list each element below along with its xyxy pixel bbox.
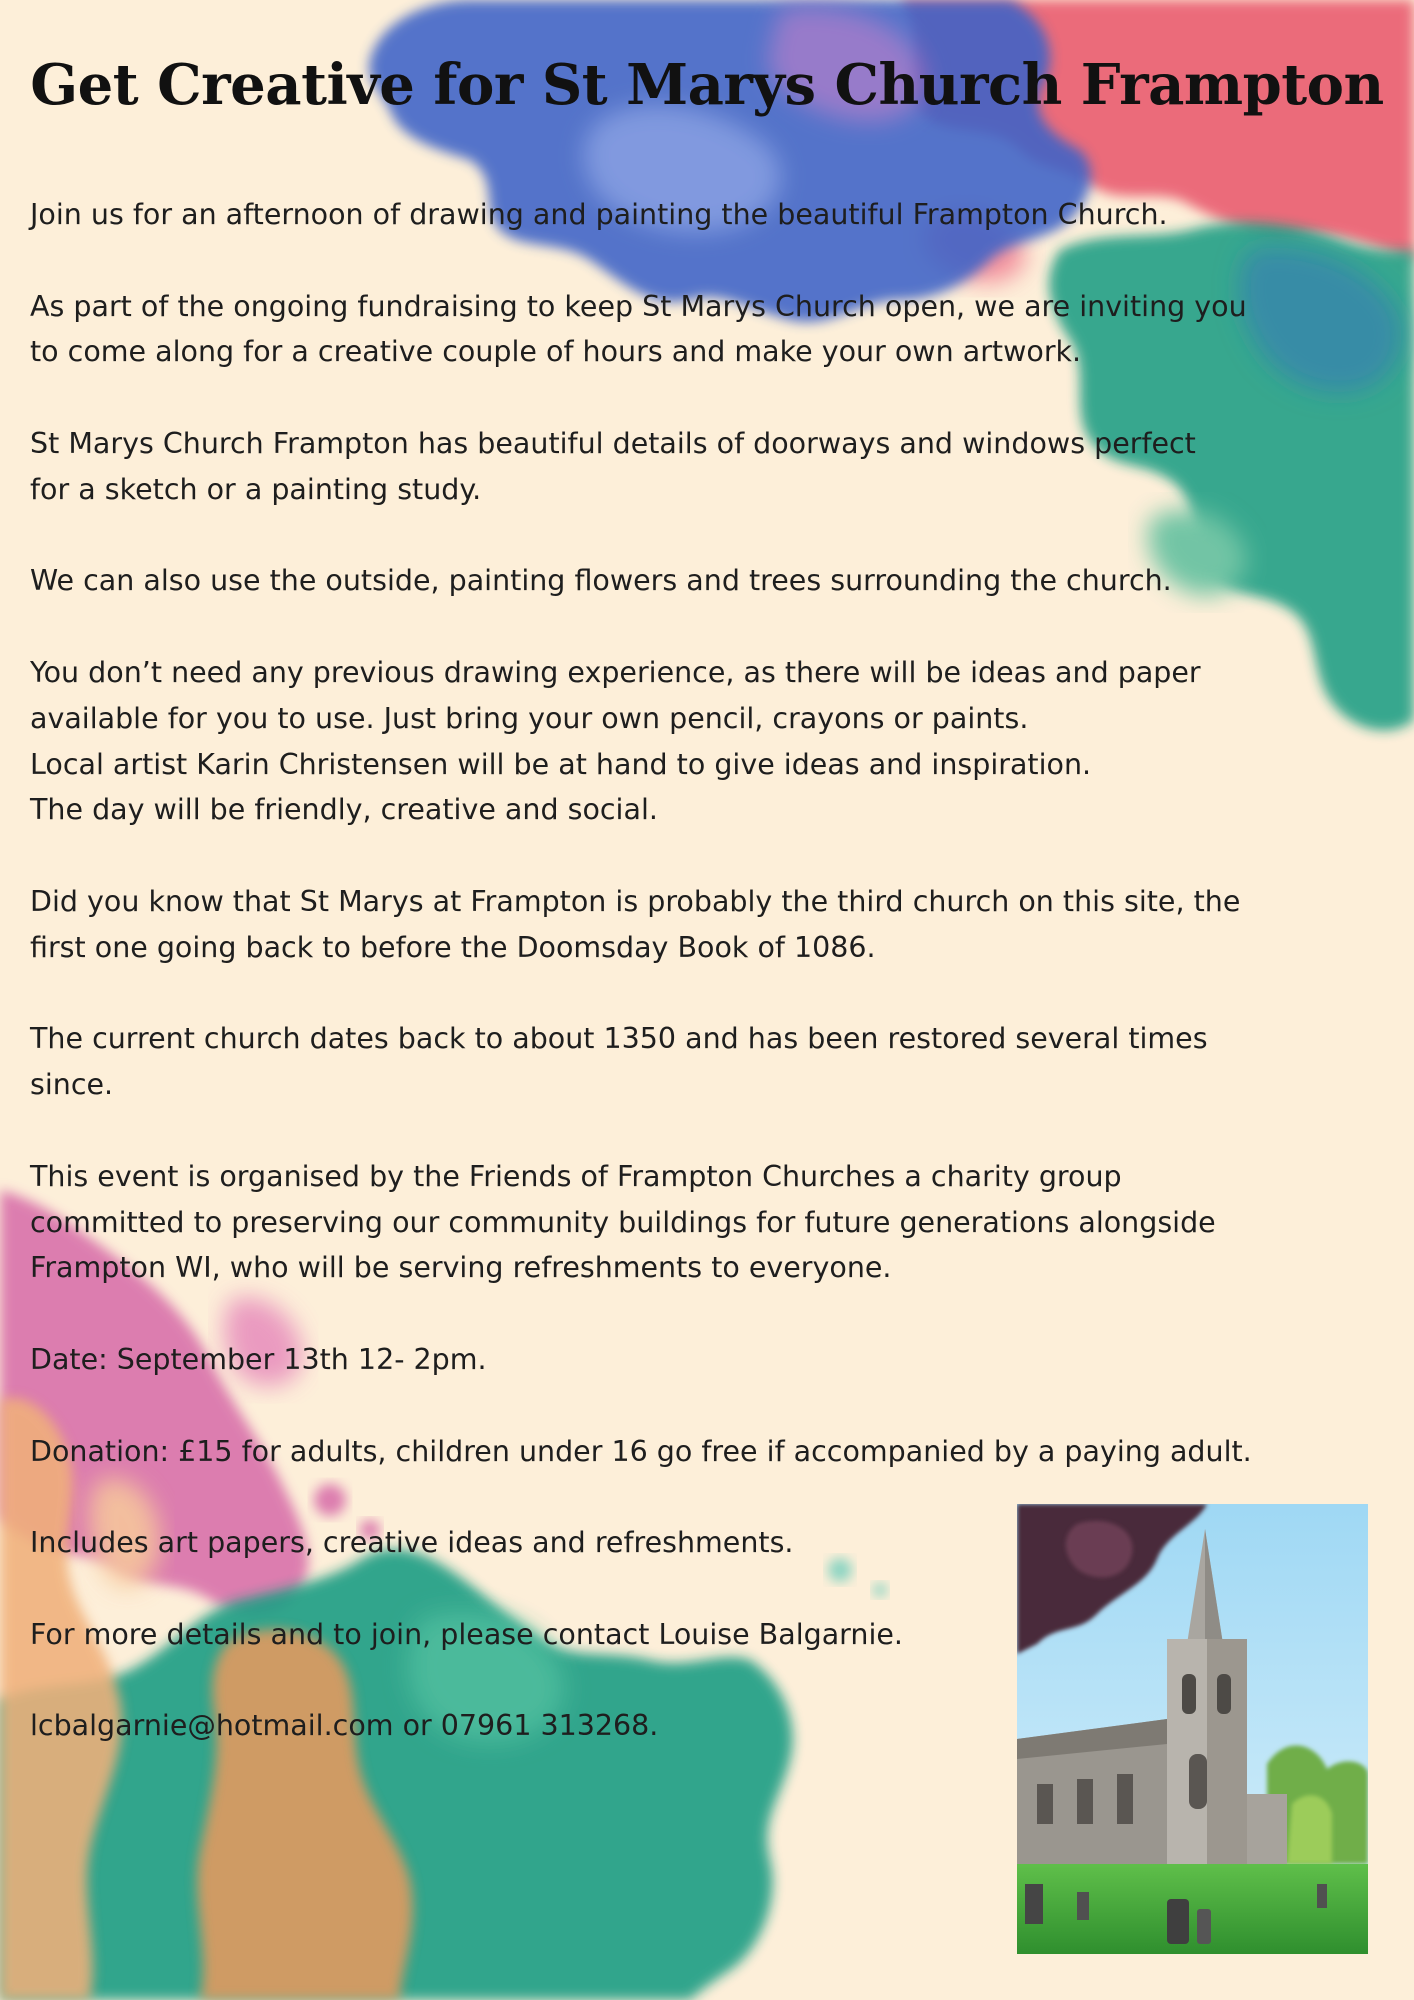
text-line: since.: [30, 1068, 114, 1102]
text-line: For more details and to join, please contact Louise Balgarnie.: [30, 1617, 903, 1651]
text-line: St Marys Church Frampton has beautiful details of doorways and windows perfect: [30, 426, 1196, 460]
restoration-paragraph: [30, 1016, 1390, 1108]
text-line: Did you know that St Marys at Frampton is probably the third church on this site, the: [30, 884, 1241, 918]
text-line: As part of the ongoing fundraising to keep St Marys Church open, we are inviting you: [30, 289, 1247, 323]
text-line: first one going back to before the Doomsday Book of 1086.: [30, 930, 876, 964]
fundraising-paragraph: [30, 284, 1390, 376]
text-line: Donation: £15 for adults, children under 16 go free if accompanied by a paying adult.: [30, 1434, 1252, 1468]
text-line: You don’t need any previous drawing experience, as there will be ideas and paper: [30, 655, 1201, 689]
text-line: committed to preserving our community buildings for future generations alongside: [30, 1205, 1216, 1239]
text-line: This event is organised by the Friends of Frampton Churches a charity group: [30, 1159, 1122, 1193]
outside-paragraph: [30, 558, 1390, 604]
text-line: Includes art papers, creative ideas and refreshments.: [30, 1526, 794, 1560]
text-line: available for you to use. Just bring your own pencil, crayons or paints.: [30, 701, 1029, 735]
text-line: Join us for an afternoon of drawing and painting the beautiful Frampton Church.: [30, 198, 1168, 231]
organiser-paragraph: [30, 1154, 1390, 1291]
experience-paragraph: [30, 650, 1390, 833]
text-line: lcbalgarnie@hotmail.com or 07961 313268.: [30, 1709, 659, 1743]
church-photo: [1017, 1504, 1368, 1954]
text-line: to come along for a creative couple of hours and make your own artwork.: [30, 335, 1082, 369]
donation-info: [30, 1429, 1390, 1475]
text-line: for a sketch or a painting study.: [30, 472, 482, 506]
text-line: Frampton WI, who will be serving refreshments to everyone.: [30, 1251, 892, 1285]
intro-paragraph: [30, 192, 1390, 238]
event-date: [30, 1337, 1390, 1383]
history-paragraph: [30, 879, 1390, 971]
text-line: The day will be friendly, creative and social.: [30, 793, 658, 827]
text-line: Date: September 13th 12- 2pm.: [30, 1342, 487, 1376]
text-line: We can also use the outside, painting flowers and trees surrounding the church.: [30, 564, 1172, 598]
details-paragraph: [30, 421, 1390, 513]
text-line: The current church dates back to about 1350 and has been restored several times: [30, 1022, 1208, 1056]
page-title: Get Creative for St Marys Church Frampton: [30, 52, 1384, 118]
text-line: Local artist Karin Christensen will be at hand to give ideas and inspiration.: [30, 747, 1092, 781]
